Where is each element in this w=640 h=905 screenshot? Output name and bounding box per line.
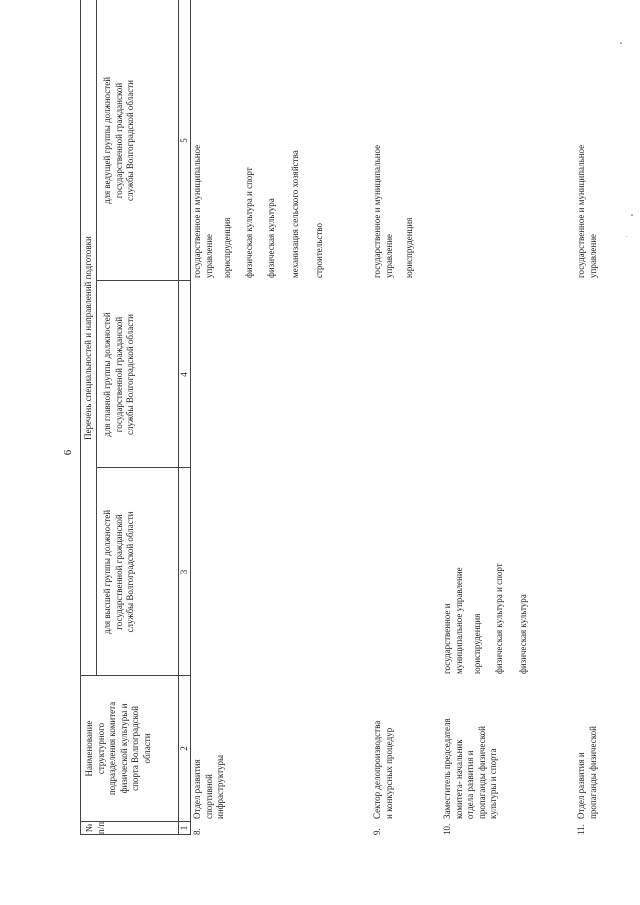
specialty-item: механизация сельского хозяйства [290,150,300,278]
group-title-underline [96,0,97,676]
specialty-item: юриспруденция [404,217,414,278]
header-col-leading: для ведущей группы должностей государственной гражданской службы Волгоградской области [102,76,135,205]
specialty-item: юриспруденция [472,613,482,674]
row-name: Заместитель председателя комитета- начальник отдела развития и пропаганды физической культуры и спорта [442,718,498,819]
column-number: 5 [179,138,189,143]
specialty-item: физическая культура и спорт [494,563,504,674]
header-border-bottom [190,0,191,835]
specialty-item: государственное и муниципальное управление [442,567,464,674]
specialty-item: государственное и муниципальное управление [372,144,394,278]
row-name: Отдел развития спортивной инфраструктуры [192,755,225,819]
header-col-number: № п/п [84,821,106,835]
column-number: 1 [179,825,189,831]
row-number: 11. [576,824,586,835]
page-number: 6 [62,449,74,456]
column-number: 3 [179,569,189,575]
scan-speck [620,42,622,44]
header-col-name: Наименование структурного подразделения комитета физической культуры и спорта Волгоградской области [84,701,152,796]
specialty-item: юриспруденция [222,217,232,278]
row-number: 10. [442,823,452,835]
specialty-item: физическая культура [518,594,528,674]
specialty-item: строительство [314,223,324,278]
specialty-item: государственное и муниципальное управление [576,144,598,278]
column-number: 4 [179,372,189,377]
header-border-top [80,0,81,835]
header-col-main: для главной группы должностей государственной гражданской службы Волгоградской области [102,312,135,437]
row-number: 8. [192,828,202,835]
row-number: 9. [372,828,382,835]
row-name: Сектор делопроизводства и конкурсных процедур [372,720,394,819]
specialty-item: государственное и муниципальное управление [192,144,214,278]
header-group-title: Перечень специальностей и направлений подготовки [83,236,93,440]
scan-speck [631,214,633,216]
specialty-item: физическая культура [266,198,276,278]
scan-speck [626,236,627,237]
specialty-item: физическая культура и спорт [244,167,254,278]
header-col-highest: для высшей группы должностей государственной гражданской службы Волгоградской области [102,509,135,635]
column-number: 2 [179,746,189,751]
row-name: Отдел развития и пропаганды физической [576,726,598,819]
